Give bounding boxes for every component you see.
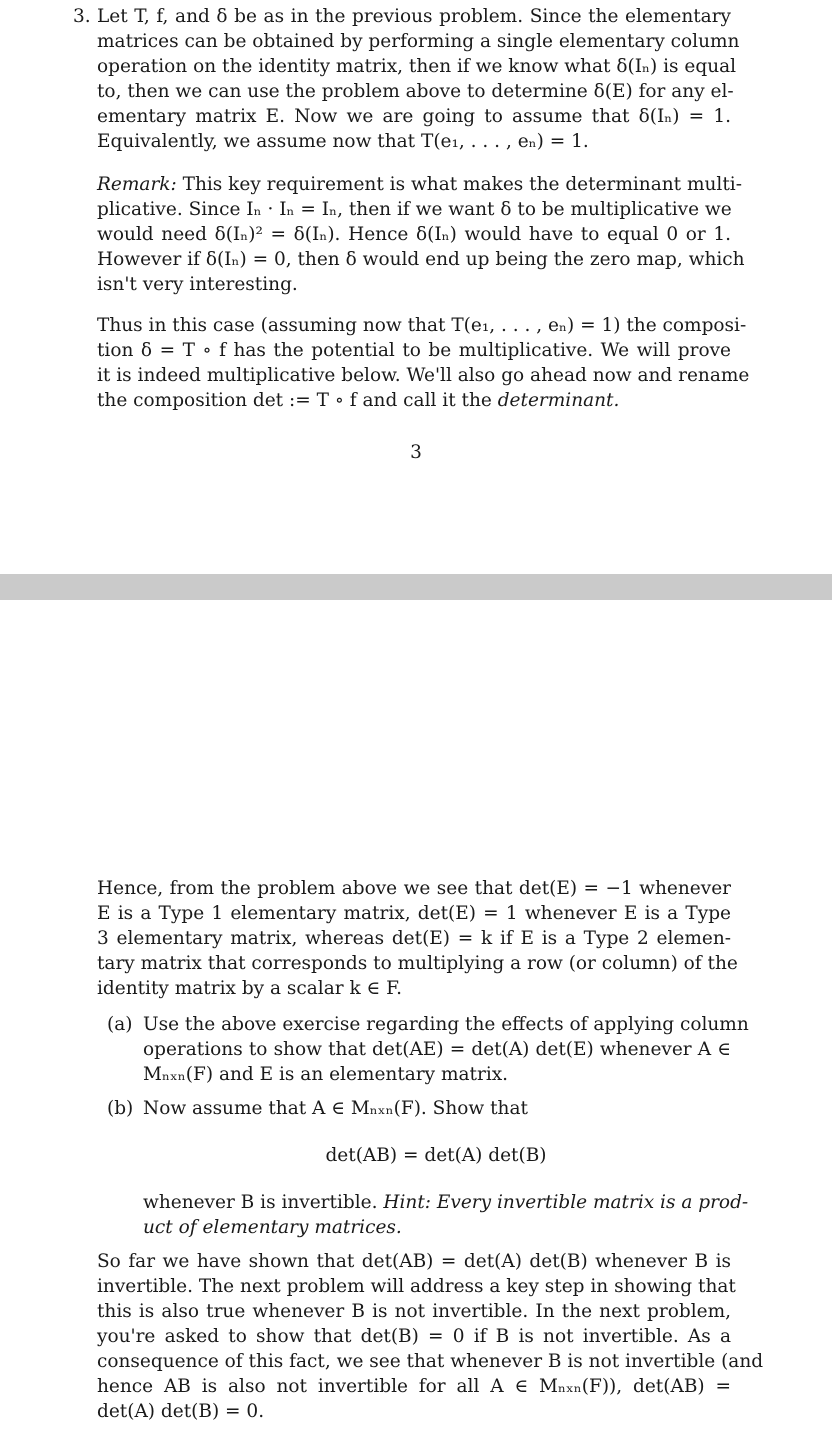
problem-line: operation on the identity matrix, then if we know what δ(Iₙ) is equal bbox=[97, 56, 737, 77]
remark-first-line bbox=[97, 172, 742, 197]
remark-label: Remark: bbox=[97, 174, 177, 195]
part-b-after-text: whenever B is invertible. bbox=[143, 1192, 378, 1213]
part-b-label: (b) bbox=[107, 1098, 134, 1119]
thus-line: it is indeed multiplicative below. We'll also go ahead now and rename bbox=[97, 365, 750, 386]
hence-line: identity matrix by a scalar k ∈ F. bbox=[97, 978, 402, 999]
thus-line: the composition det := T ∘ f and call it the bbox=[97, 390, 492, 411]
problem-line: ementary matrix E. Now we are going to assume that δ(Iₙ) = 1. bbox=[97, 106, 731, 127]
part-b-hint-line bbox=[143, 1190, 749, 1215]
sofar-line: this is also true whenever B is not invertible. In the next problem, bbox=[97, 1301, 731, 1322]
hence-line: E is a Type 1 elementary matrix, det(E) = 1 whenever E is a Type bbox=[97, 903, 731, 924]
hence-line: 3 elementary matrix, whereas det(E) = k if E is a Type 2 elemen- bbox=[97, 928, 731, 949]
problem-line: Equivalently, we assume now that T(e₁, . . . , eₙ) = 1. bbox=[97, 131, 589, 152]
part-a-line: Use the above exercise regarding the effects of applying column bbox=[143, 1014, 749, 1035]
remark-text: This key requirement is what makes the determinant multi- bbox=[182, 174, 742, 195]
sofar-line: you're asked to show that det(B) = 0 if B is not invertible. As a bbox=[97, 1326, 731, 1347]
thus-line: Thus in this case (assuming now that T(e₁, . . . , eₙ) = 1) the composi- bbox=[97, 315, 747, 336]
page-number: 3 bbox=[410, 442, 422, 463]
remark-line: plicative. Since Iₙ · Iₙ = Iₙ, then if we want δ to be multiplicative we bbox=[97, 199, 732, 220]
part-a-line: operations to show that det(AE) = det(A) det(E) whenever A ∈ bbox=[143, 1039, 731, 1060]
document-page-top bbox=[0, 0, 832, 574]
document-page-bottom bbox=[0, 600, 832, 1436]
remark-line: However if δ(Iₙ) = 0, then δ would end up being the zero map, which bbox=[97, 249, 745, 270]
thus-last-line bbox=[97, 388, 731, 413]
problem-number: 3. bbox=[73, 6, 91, 27]
determinant-term: determinant. bbox=[497, 390, 620, 411]
hint-text: Hint: Every invertible matrix is a prod- bbox=[383, 1192, 749, 1213]
sofar-line: hence AB is also not invertible for all A ∈ Mₙₓₙ(F)), det(AB) = bbox=[97, 1376, 731, 1397]
remark-line: isn't very interesting. bbox=[97, 274, 298, 295]
hence-line: tary matrix that corresponds to multiplying a row (or column) of the bbox=[97, 953, 738, 974]
part-b-line: Now assume that A ∈ Mₙₓₙ(F). Show that bbox=[143, 1098, 528, 1119]
sofar-line: invertible. The next problem will address a key step in showing that bbox=[97, 1276, 736, 1297]
part-a-label: (a) bbox=[107, 1014, 133, 1035]
part-a-line: Mₙₓₙ(F) and E is an elementary matrix. bbox=[143, 1064, 509, 1085]
hence-line: Hence, from the problem above we see that det(E) = −1 whenever bbox=[97, 878, 731, 899]
problem-line: matrices can be obtained by performing a single elementary column bbox=[97, 31, 740, 52]
sofar-line: So far we have shown that det(AB) = det(A) det(B) whenever B is bbox=[97, 1251, 731, 1272]
problem-line: Let T, f, and δ be as in the previous problem. Since the elementary bbox=[97, 6, 731, 27]
page-separator bbox=[0, 574, 832, 600]
sofar-line: det(A) det(B) = 0. bbox=[97, 1401, 265, 1422]
sofar-line: consequence of this fact, we see that whenever B is not invertible (and bbox=[97, 1351, 764, 1372]
thus-line: tion δ = T ∘ f has the potential to be multiplicative. We will prove bbox=[97, 340, 731, 361]
remark-line: would need δ(Iₙ)² = δ(Iₙ). Hence δ(Iₙ) would have to equal 0 or 1. bbox=[97, 224, 731, 245]
hint-line: uct of elementary matrices. bbox=[143, 1217, 402, 1238]
problem-line: to, then we can use the problem above to determine δ(E) for any el- bbox=[97, 81, 734, 102]
display-equation: det(AB) = det(A) det(B) bbox=[325, 1145, 547, 1166]
